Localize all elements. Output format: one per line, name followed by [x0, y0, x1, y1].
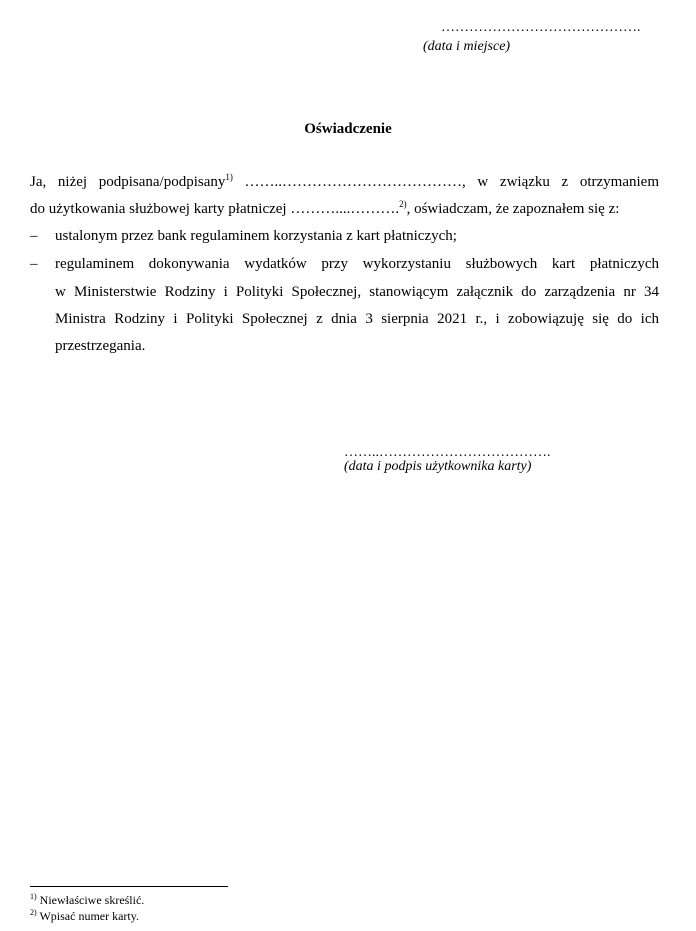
footnote-2: [30, 909, 139, 924]
footnote-1-text: Niewłaściwe skreślić.: [36, 893, 145, 907]
footnote-2-mark: 2): [30, 908, 37, 917]
declaration-line-1-prefix: Ja, niżej podpisana/podpisany: [30, 174, 226, 190]
date-place-label: (data i miejsce): [423, 39, 511, 54]
footnote-ref-2: 2): [399, 199, 407, 209]
footnote-1-mark: 1): [30, 892, 37, 901]
list-item-bank-regulations: ustalonym przez bank regulaminem korzystania z kart płatniczych;: [55, 228, 457, 244]
declaration-line-2: [30, 201, 659, 218]
list-item-2-line-1: regulaminem dokonywania wydatków przy wykorzystaniu służbowych kart płatniczych: [55, 256, 659, 272]
footnote-ref-1: 1): [225, 172, 233, 182]
declaration-line-1-suffix: ……..………………………………, w związku z otrzymaniem: [232, 174, 659, 190]
document-title: Oświadczenie: [304, 121, 392, 137]
list-item-2-line-2: w Ministerstwie Rodziny i Polityki Społecznej, stanowiącym załącznik do zarządzenia nr 34: [55, 284, 659, 300]
list-item-2-line-3: Ministra Rodziny i Polityki Społecznej z dnia 3 sierpnia 2021 r., i zobowiązuję się do ich: [55, 311, 659, 327]
list-item-2-line-4: przestrzegania.: [55, 338, 146, 354]
list-dash: –: [30, 228, 38, 244]
declaration-line-1: [30, 174, 659, 191]
declaration-line-2-suffix: , oświadczam, że zapoznałem się z:: [406, 201, 620, 217]
list-dash: –: [30, 256, 38, 272]
footnote-separator: [30, 886, 228, 887]
footnote-2-text: Wpisać numer karty.: [36, 909, 139, 923]
footnote-1: [30, 893, 144, 908]
declaration-line-2-prefix: do użytkowania służbowej karty płatniczej ………....……….: [30, 201, 400, 217]
date-place-dotted-line: …………………………………….: [441, 20, 641, 35]
signature-dotted-line: ……..……………………………….: [344, 445, 551, 460]
signature-label: (data i podpis użytkownika karty): [344, 459, 532, 474]
